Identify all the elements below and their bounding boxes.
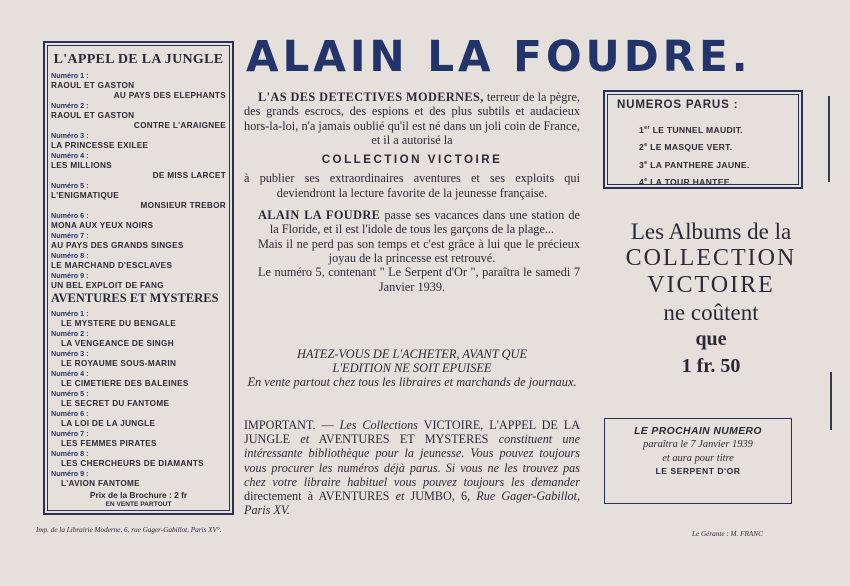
intro-text: terreur de la pègre, des grands escrocs, des espions et des plus subtils et audacieux hors-la-loi, n'a jamais oublié qu'il est né dans un joli coin de France, et il a autorisé la (244, 90, 580, 147)
published-issue-ordinal: e (644, 159, 648, 166)
catalog-item-number: Numéro 3 : (51, 131, 89, 140)
main-title: ALAIN LA FOUDRE. (246, 32, 752, 82)
para2-text: passe ses vacances dans une station de la Floride, et il est l'idole de tous les garçons de la plage... (269, 208, 580, 237)
catalog-item-number: Numéro 8 : (51, 251, 89, 260)
catalog-item-title: RAOUL ET GASTON (51, 111, 135, 120)
brochure-price-note: EN VENTE PARTOUT (105, 501, 172, 508)
important-body: constituent une intéressante bibliothèque pour la jeunesse. Vous pouvez toujours vous procurer les numéros déjà parus. Si vous ne les trouvez pas chez votre libraire habituel vous pouvez toujours les demander (244, 432, 581, 489)
important-series-2: AVENTURES ET MYSTERES (318, 432, 489, 447)
catalog-item-number: Numéro 3 : (51, 349, 89, 358)
brochure-price: Prix de la Brochure : 2 fr (89, 490, 188, 500)
catalog-item-number: Numéro 1 : (51, 71, 89, 80)
page-edge-mark (830, 372, 832, 430)
published-issue-ordinal: er (644, 125, 650, 131)
important-directement: directement (244, 489, 302, 504)
important-series-1: VICTOIRE, L'APPEL DE LA JUNGLE (244, 418, 581, 447)
buy-notice-line1: HATEZ-VOUS DE L'ACHETER, AVANT QUE (296, 347, 528, 361)
important-address: Rue Gager-Gabillot, Paris XV. (244, 489, 580, 518)
next-issue-label: et aura pour titre (662, 452, 734, 464)
catalog-item-title: LE MARCHAND D'ESCLAVES (51, 261, 173, 270)
catalog-item (51, 449, 226, 469)
published-issue-title: LA PANTHERE JAUNE. (647, 159, 750, 170)
published-issue-number: 4 (639, 176, 645, 187)
published-issue-title: LE TUNNEL MAUDIT. (649, 124, 743, 135)
next-issue-box (604, 418, 792, 504)
important-notice (244, 418, 580, 517)
catalog-item (51, 271, 226, 291)
catalog-item (51, 309, 226, 329)
catalog-item (51, 131, 226, 151)
published-issue (639, 121, 750, 138)
catalog-item (51, 101, 226, 131)
buy-notice-line3: En vente partout chez tous les libraires et marchands de journaux. (247, 375, 577, 389)
published-issue-ordinal: e (644, 142, 648, 149)
catalog-item-number: Numéro 6 : (51, 409, 89, 418)
intro-lead: L'AS DES DETECTIVES MODERNES, (258, 90, 484, 104)
catalog-item-title: AU PAYS DES ELEPHANTS (113, 91, 226, 100)
catalog-item (51, 181, 226, 211)
catalog-item-title: LA VENGEANCE DE SINGH (61, 339, 174, 348)
catalog-item (51, 369, 226, 389)
buy-notice-line2: L'EDITION NE SOIT EPUISEE (332, 361, 492, 375)
important-lead: IMPORTANT. — (244, 418, 334, 432)
published-issue-title: LA TOUR HANTEE. (647, 176, 733, 187)
jungle-series-list (51, 71, 226, 291)
next-issue-date: paraîtra le 7 Janvier 1939 (643, 439, 753, 451)
published-issue (639, 138, 750, 155)
page-edge-mark (828, 96, 830, 182)
albums-price: 1 fr. 50 (681, 355, 741, 377)
important-publisher-2: JUMBO, 6, (410, 489, 471, 504)
next-issue-name: LE SERPENT D'OR (655, 466, 741, 477)
catalog-item-number: Numéro 4 : (51, 369, 89, 378)
catalog-item-title: LE MYSTERE DU BENGALE (61, 319, 177, 328)
published-issues-box (603, 90, 803, 189)
catalog-item (51, 429, 226, 449)
catalog-item-number: Numéro 8 : (51, 449, 89, 458)
important-and-2: et (395, 489, 405, 504)
catalog-item-number: Numéro 5 : (51, 181, 89, 190)
catalog-item (51, 251, 226, 271)
catalog-item-number: Numéro 5 : (51, 389, 89, 398)
collection-name: COLLECTION VICTOIRE (321, 153, 503, 167)
catalog-item-title: LA PRINCESSE EXILEE (51, 141, 149, 150)
catalog-item (51, 469, 226, 489)
catalog-item-number: Numéro 7 : (51, 429, 89, 438)
published-issues-title: NUMEROS PARUS : (617, 98, 739, 111)
catalog-box (43, 41, 234, 515)
catalog-item-title: LES FEMMES PIRATES (61, 439, 157, 448)
published-issue-number: 2 (639, 142, 645, 153)
catalog-item-title: L'ENIGMATIQUE (51, 191, 120, 200)
aventures-series-list (51, 309, 226, 489)
catalog-item-number: Numéro 9 : (51, 469, 89, 478)
intro-column (244, 90, 580, 294)
albums-line5: que (695, 328, 727, 350)
aventures-series-title: AVENTURES ET MYSTERES (51, 291, 219, 305)
published-issue (639, 173, 750, 190)
catalog-item (51, 151, 226, 181)
catalog-item (51, 211, 226, 231)
catalog-item-number: Numéro 2 : (51, 329, 89, 338)
published-issue-number: 1 (639, 124, 645, 135)
catalog-item-title: LE SECRET DU FANTOME (61, 399, 170, 408)
catalog-item (51, 349, 226, 369)
catalog-item-title: MONSIEUR TREBOR (140, 201, 226, 210)
catalog-item-title: MONA AUX YEUX NOIRS (51, 221, 154, 230)
catalog-item-number: Numéro 4 : (51, 151, 89, 160)
published-issue-ordinal: e (644, 176, 648, 183)
printer-imprint: Imp. de la Librairie Moderne, 6, rue Gager-Gabillot, Paris XV°. (36, 526, 222, 534)
catalog-item-number: Numéro 1 : (51, 309, 89, 318)
published-issues-list (639, 121, 750, 190)
catalog-item-title: LES CHERCHEURS DE DIAMANTS (61, 459, 204, 468)
catalog-item-number: Numéro 2 : (51, 101, 89, 110)
manager-credit: Le Gérante : M. FRANC (692, 530, 763, 538)
catalog-item (51, 389, 226, 409)
catalog-item-title: CONTRE L'ARAIGNEE (133, 121, 226, 130)
albums-line3: VICTOIRE (647, 272, 775, 298)
catalog-item (51, 71, 226, 101)
catalog-item-title: L'AVION FANTOME (61, 479, 140, 488)
catalog-item-title: LES MILLIONS (51, 161, 112, 170)
next-issue-title: LE PROCHAIN NUMERO (634, 426, 762, 437)
catalog-item (51, 231, 226, 251)
catalog-item-title: LE CIMETIERE DES BALEINES (61, 379, 189, 388)
catalog-item-title: LA LOI DE LA JUNGLE (61, 419, 156, 428)
para2-text-2: Mais il ne perd pas son temps et c'est grâce à lui que le précieux joyau de la princesse est retrouvé. (258, 236, 580, 265)
important-text: Les Collections (339, 418, 418, 432)
catalog-item-title: LE ROYAUME SOUS-MARIN (61, 359, 177, 368)
catalog-item-number: Numéro 6 : (51, 211, 89, 220)
catalog-item-title: DE MISS LARCET (152, 171, 226, 180)
catalog-item-number: Numéro 9 : (51, 271, 89, 280)
buy-notice (244, 347, 580, 389)
albums-price-block (604, 218, 818, 380)
important-publisher-1: à AVENTURES (307, 489, 390, 504)
published-issue (639, 156, 750, 173)
para2-text-3: Le numéro 5, contenant " Le Serpent d'Or ", paraîtra le samedi 7 Janvier 1939. (258, 265, 580, 294)
catalog-item-title: RAOUL ET GASTON (51, 81, 135, 90)
published-issue-number: 3 (639, 159, 645, 170)
catalog-item-number: Numéro 7 : (51, 231, 89, 240)
important-and: et (300, 432, 310, 447)
albums-line4: ne coûtent (663, 300, 759, 325)
catalog-item (51, 329, 226, 349)
published-issue-title: LE MASQUE VERT. (647, 142, 733, 153)
catalog-item (51, 409, 226, 429)
para2-lead: ALAIN LA FOUDRE (258, 208, 381, 223)
intro-text-2: à publier ses extraordinaires aventures et ses exploits qui deviendront la lecture favorite de la jeunesse française. (244, 171, 580, 200)
catalog-item-title: UN BEL EXPLOIT DE FANG (51, 281, 164, 290)
jungle-series-title: L'APPEL DE LA JUNGLE (53, 52, 224, 67)
catalog-item-title: AU PAYS DES GRANDS SINGES (51, 241, 184, 250)
albums-line1: Les Albums de la (630, 219, 792, 244)
albums-line2: COLLECTION (625, 245, 797, 271)
